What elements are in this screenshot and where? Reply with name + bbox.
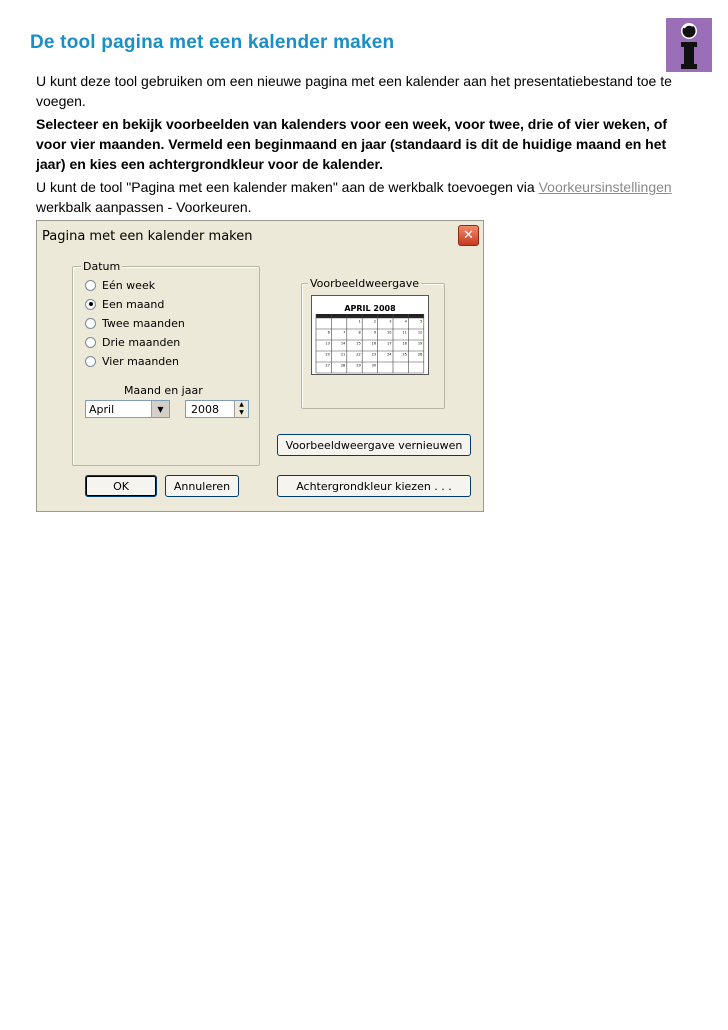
calendar-weekday-header bbox=[316, 314, 424, 318]
calendar-day-number: 12 bbox=[417, 330, 423, 335]
radio-one-month[interactable] bbox=[85, 297, 164, 311]
calendar-day-number: 2 bbox=[373, 319, 377, 324]
calendar-day-number: 27 bbox=[325, 363, 330, 368]
datum-group-label: Datum bbox=[83, 260, 121, 273]
info-person-icon bbox=[666, 18, 712, 72]
chevron-down-icon[interactable]: ▼ bbox=[151, 401, 169, 417]
preferences-link[interactable]: Voorkeursinstellingen bbox=[538, 179, 672, 195]
radio-label: Drie maanden bbox=[102, 335, 181, 349]
radio-label: Vier maanden bbox=[102, 354, 180, 368]
calendar-day-number: 22 bbox=[356, 352, 361, 357]
cancel-button[interactable]: Annuleren bbox=[165, 475, 239, 497]
instruction-paragraph: Selecteer en bekijk voorbeelden van kalenders voor een week, voor twee, drie of vier weken, of voor vier maanden. Vermeld een beginmaand en jaar (standaard is dit de huidige maand en het jaar) en kies een achtergrondkleur voor de kalender. bbox=[36, 116, 668, 172]
month-select-value: April bbox=[89, 403, 115, 416]
radio-button-checked[interactable] bbox=[85, 299, 96, 310]
dialog-title: Pagina met een kalender maken bbox=[42, 229, 253, 244]
radio-four-months[interactable] bbox=[85, 354, 179, 368]
calendar-day-number: 26 bbox=[417, 352, 423, 357]
radio-three-months[interactable] bbox=[85, 335, 180, 349]
toolbar-paragraph-text-end: werkbalk aanpassen - Voorkeuren. bbox=[36, 199, 252, 215]
toolbar-paragraph bbox=[36, 177, 686, 217]
calendar-preview bbox=[311, 295, 429, 375]
preview-group-label: Voorbeeldweergave bbox=[310, 277, 420, 290]
refresh-preview-button[interactable]: Voorbeeldweergave vernieuwen bbox=[277, 434, 471, 456]
calendar-day-number: 24 bbox=[387, 352, 392, 357]
calendar-day-number: 13 bbox=[325, 341, 330, 346]
chevron-down-icon[interactable]: ▼ bbox=[234, 409, 248, 417]
radio-one-week[interactable] bbox=[85, 278, 155, 292]
year-stepper[interactable] bbox=[185, 400, 249, 418]
radio-two-months[interactable] bbox=[85, 316, 185, 330]
year-stepper-value: 2008 bbox=[191, 403, 219, 416]
calendar-day-number: 17 bbox=[387, 341, 392, 346]
ok-button[interactable]: OK bbox=[85, 475, 157, 497]
close-icon[interactable]: ✕ bbox=[458, 225, 479, 246]
calendar-preview-grid bbox=[312, 296, 428, 374]
calendar-day-number: 7 bbox=[343, 330, 346, 335]
calendar-day-number: 16 bbox=[371, 341, 377, 346]
calendar-day-number: 23 bbox=[371, 352, 377, 357]
background-color-button[interactable]: Achtergrondkleur kiezen . . . bbox=[277, 475, 471, 497]
calendar-day-number: 9 bbox=[373, 330, 377, 335]
toolbar-paragraph-text: U kunt de tool "Pagina met een kalender maken" aan de werkbalk toevoegen via bbox=[36, 179, 539, 195]
calendar-day-number: 15 bbox=[356, 341, 361, 346]
calendar-day-number: 3 bbox=[389, 319, 392, 324]
radio-button[interactable] bbox=[85, 318, 96, 329]
calendar-day-number: 11 bbox=[402, 330, 407, 335]
radio-label: Een maand bbox=[102, 297, 165, 311]
calendar-day-number: 8 bbox=[358, 330, 361, 335]
calendar-day-number: 1 bbox=[358, 319, 361, 324]
calendar-day-number: 19 bbox=[417, 341, 423, 346]
calendar-day-number: 20 bbox=[325, 352, 330, 357]
calendar-day-number: 18 bbox=[402, 341, 407, 346]
calendar-dialog bbox=[36, 220, 484, 512]
month-select[interactable] bbox=[85, 400, 170, 418]
chevron-up-icon[interactable]: ▲ bbox=[234, 401, 248, 409]
calendar-day-number: 25 bbox=[402, 352, 407, 357]
intro-paragraph: U kunt deze tool gebruiken om een nieuwe pagina met een kalender aan het presentatiebestand toe te voegen. bbox=[36, 73, 672, 109]
radio-button[interactable] bbox=[85, 356, 96, 367]
calendar-day-number: 21 bbox=[340, 352, 346, 357]
calendar-day-number: 29 bbox=[356, 363, 361, 368]
calendar-day-number: 28 bbox=[340, 363, 346, 368]
dialog-titlebar bbox=[37, 221, 483, 251]
radio-button[interactable] bbox=[85, 280, 96, 291]
radio-label: Eén week bbox=[102, 278, 156, 292]
calendar-day-number: 4 bbox=[404, 319, 407, 324]
calendar-day-number: 6 bbox=[327, 330, 330, 335]
calendar-day-number: 5 bbox=[420, 319, 423, 324]
calendar-day-number: 10 bbox=[387, 330, 392, 335]
page-title: De tool pagina met een kalender maken bbox=[30, 32, 395, 53]
calendar-day-number: 30 bbox=[371, 363, 377, 368]
calendar-preview-title: APRIL 2008 bbox=[344, 304, 396, 313]
month-year-label: Maand en jaar bbox=[124, 384, 203, 397]
radio-label: Twee maanden bbox=[102, 316, 185, 330]
calendar-day-number: 14 bbox=[340, 341, 346, 346]
radio-button[interactable] bbox=[85, 337, 96, 348]
